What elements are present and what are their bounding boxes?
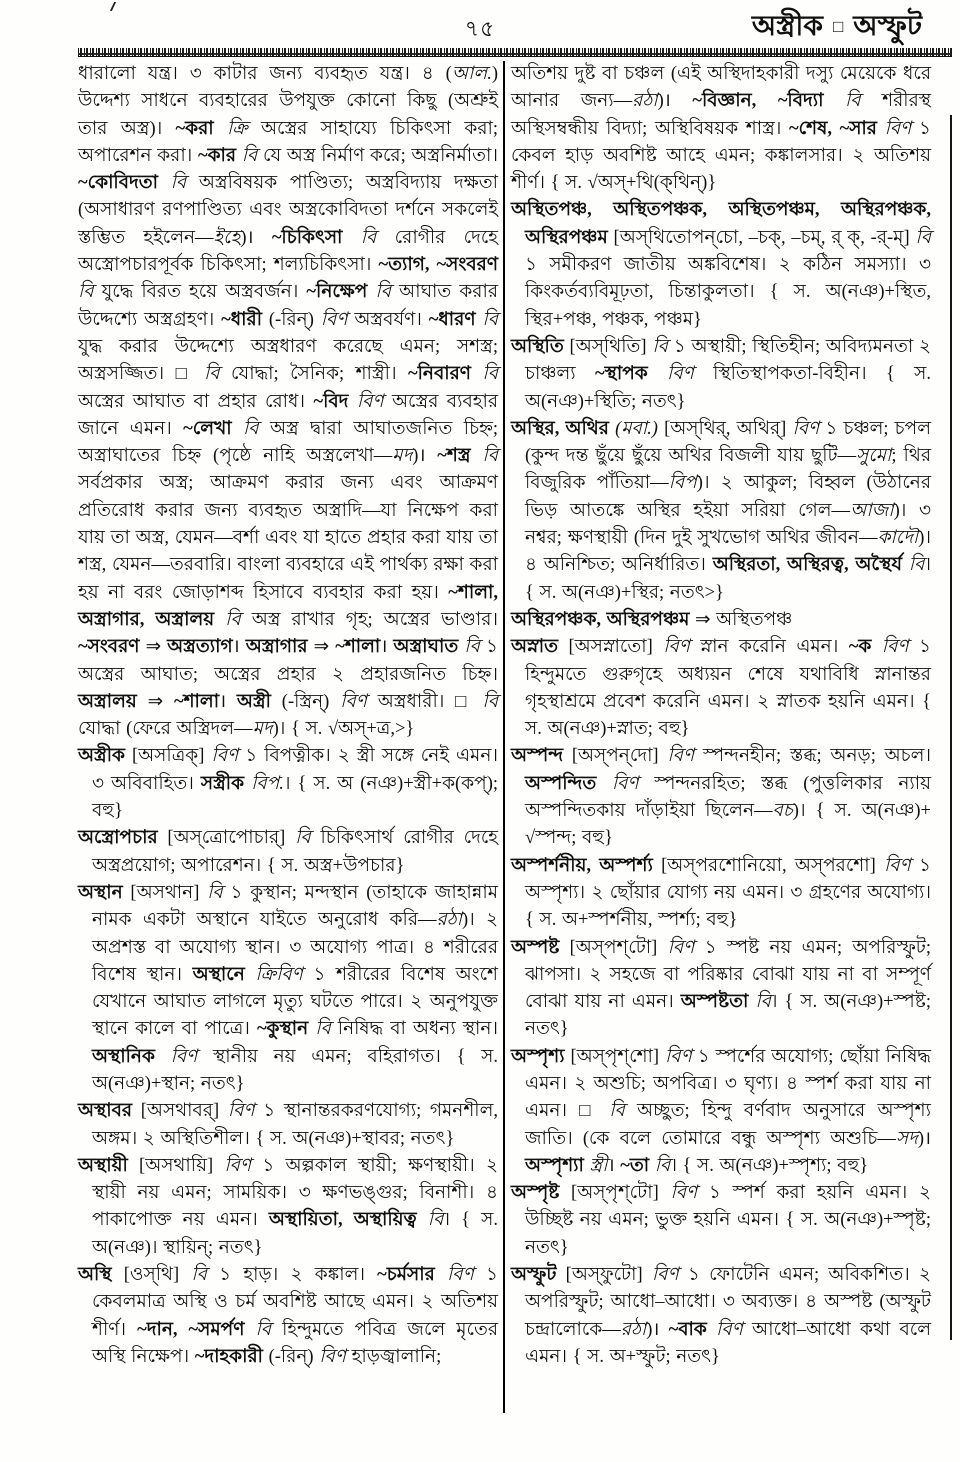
label-segment: সদ [895,1128,918,1149]
headword-segment: অস্পৃষ্ট [511,1183,572,1204]
definition-segment: [অস্‌থিতোপন্‌চো, –চক্, –চম্, র্ ক্, -র্-ম্] [613,227,916,248]
definition-segment: [অস্‌পৃশ্‌টো] [571,1183,671,1204]
label-segment: বি [78,282,94,303]
dictionary-entry [78,1153,498,1262]
page-edge-line [950,115,952,1340]
label-segment: বি [170,173,187,194]
definition-segment: ১ কেবলমাত্র অস্থি ও চর্ম অবশিষ্ট আছে এমন। ২ অতিশয় শীর্ণ। [92,1265,498,1340]
definition-segment: অস্ত্রের সাহায্যে চিকিৎসা করা; অপারেশন করা। [78,118,498,166]
definition-segment: [অসথান] [130,882,208,903]
definition-segment: [অস্‌পন্‌দো] [571,746,668,767]
label-segment: রঠা [620,1319,647,1340]
label-segment: বি [207,882,223,903]
label-segment: বি [652,336,668,357]
label-segment: বিণ [170,1046,198,1067]
definition-segment: আধো–আধো কথা বলে এমন। { স. অ+স্ফুট; নতৎ} [525,1319,931,1367]
label-segment: বিণ [224,1155,252,1176]
label-segment: বি [255,1319,272,1340]
definition-segment: [অস্‌পরশোনিয়ো, অস্‌পরশো] [661,855,884,876]
definition-segment: । [232,637,246,658]
definition-segment: ধারালো যন্ত্র। ৩ কাটার জন্য ব্যবহৃত যন্ত্র। ৪ ( [78,64,452,84]
definition-segment: [অস্‌থির্, অথির্] [664,418,793,439]
dictionary-entry [511,334,931,416]
definition-segment: [অসথায়ি] [139,1155,225,1176]
definition-segment: ⇒ অস্থিতপঞ্চ [695,609,793,630]
label-segment: বি [482,446,498,467]
label-segment: বি [845,91,861,112]
headword-segment: অস্থিতি [511,336,570,357]
definition-segment: অস্ত্রবর্যণ। [347,309,429,330]
label-segment: বি [654,1155,671,1176]
headword-segment: ~চিকিৎসা [271,227,361,248]
label-segment: বিণ [883,855,911,876]
definition-segment: ১ চঞ্চল; চপল (কুন্দ দন্ত ছুঁয়ে ছুঁয়ে অথির বিজলী যায় ছুটি— [525,418,931,467]
definition-segment: ১ অস্থায়ী; স্থিতিহীন; অবিদ্যমনতা ২ চাঞ্চল্য [525,336,932,385]
headword-segment: ~লেখা [183,418,243,439]
label-segment: বিপ [668,473,697,494]
label-segment: বি [315,1019,331,1040]
definition-segment: )। ২ আকুল; বিহ্বল (উঠানের ভিড় আতঙ্কে অস্থির হইয়া সরিয়া গেল— [525,473,931,521]
label-segment: বিণ [340,691,367,712]
headword-segment: অস্পৃশ্য [511,1046,571,1067]
definition-segment: )। { স. √অস্+ত্র,>} [272,719,415,740]
label-segment: বিণ [663,637,690,658]
definition-segment: )। ৩ নশ্বর; ক্ষণস্থায়ী (দিন দুই সুখভোগ অথির জীবন— [525,500,931,549]
label-segment: বি [375,282,391,303]
headword-segment: ~দাহকারী [194,1346,269,1367]
dictionary-entry [78,1262,498,1371]
definition-segment: ১ বিপত্নীক। ২ স্ত্রী সঙ্গে নেই এমন। ৩ অবিবাহিত। [92,746,498,794]
definition-segment: রোগীর দেহে অস্ত্রোপচারপূর্বক চিকিৎসা; শল্যচিকিৎসা। [78,227,498,276]
headword-segment: ~কোবিদতা [78,173,171,194]
label-segment: বিণ [667,746,695,767]
definition-segment: )। [240,227,272,248]
definition-segment: । [607,1155,621,1176]
definition-segment: ⇒ [145,637,168,658]
label-segment: বি [464,637,480,658]
headword-segment: অস্থি [78,1265,124,1286]
definition-segment: অস্ত্র রাখার গৃহ; অস্ত্রের ভাণ্ডার। [240,609,498,630]
label-segment: বিণ [320,309,348,330]
definition-segment: [ওস্‌থি] [123,1265,192,1286]
definition-segment: )। { স. অ(নঞ)+ √স্পন্দ; বহু} [525,801,931,849]
guide-word-left: অস্ত্রীক [751,11,823,42]
label-segment: স্ত্রী [589,1155,608,1176]
headword-segment: ~ধারী [221,309,269,330]
guide-word-right: অস্ফুট [853,11,922,42]
definition-segment: [অসস্নাতো] [568,637,664,658]
label-segment: বি [225,609,241,630]
text-columns [78,61,960,1413]
label-segment: মদ [392,446,413,467]
definition-segment: [অস্‌ফুটো] [565,1265,652,1286]
entry-continuation [511,61,931,197]
square-separator-icon: □ [832,17,844,36]
definition-segment: হিন্দুমতে পবিত্র জলে মৃতের অস্থি নিক্ষেপ। [92,1319,499,1367]
headword-segment: ~ক [848,637,882,658]
headword-segment: ~শস্ত্র [437,446,483,467]
definition-segment: ) উদ্দেশ্য সাধনে ব্যবহারের উপযুক্ত কোনো কিছু (অশ্রুই তার অস্ত্র)। [78,64,498,139]
headword-segment: সস্ত্রীক [200,773,252,794]
headword-segment: অস্থানে [192,964,256,985]
definition-segment: ১ কেবল হাড় অবশিষ্ট আহে এমন; কঙ্কালসার। ২ অতিশয় শীর্ণ। { স. √অস্+থি(ক্‌থিন্)} [511,118,931,194]
headword-segment: অস্থিরতা, অস্থিরত্ব, অস্থৈর্য [712,555,909,576]
headword-segment: অস্পন্দ [511,746,572,767]
label-segment: ক্রি [226,118,248,139]
definition-segment: ; থির বিজুরিক পাঁতিয়া— [525,446,931,494]
label-segment: ইহে [213,227,241,248]
headword-segment: ~শালা, অস্ত্রাগার, অস্ত্রালয় [78,582,498,630]
definition-segment: (-রিন্) [268,1346,320,1367]
headword-segment: ~বিদ [313,391,357,412]
dictionary-entry [511,1262,931,1371]
definition-segment: )। [412,446,438,467]
label-segment: বি [908,555,925,576]
definition-segment: । { স. অ(নঞ)+স্থির; নতৎ>} [525,555,932,603]
label-segment: বি [204,364,220,385]
label-segment: বি [482,691,498,712]
definition-segment: স্পন্দনরহিত; স্তব্ধ (পুত্তলিকার ন্যায় অস্পন্দিতকায় দাঁড়াইয়া ছিলেন— [525,773,932,822]
definition-segment: ১ শরীরের বিশেষ অংশে যেখানে আঘাত লাগলে মৃত্যু ঘটতে পারে। ২ অনুপযুক্ত স্থানে কালে বা পাত্রে। [92,964,498,1040]
definition-segment: ১ অল্পকাল স্থায়ী; ক্ষণস্থায়ী। ২ স্থায়ী নয় এমন; সাময়িক। ৩ ক্ষণভঙ্গুর; বিনাশী। ৪ পাকাপোক্ত নয় এমন। [92,1155,499,1231]
label-segment: বি [482,309,498,330]
label-segment: ক্রিবিণ [255,964,303,985]
label-segment: রঠা [632,91,658,112]
definition-segment: সর্বপ্রকার অস্ত্র; আক্রমণ করার জন্য এবং আক্রমণ প্রতিরোধ করার জন্য ব্যবহৃত অস্ত্রাদি—যা নিক্ষেপ করা যায় তা অস্ত্র, যেমন—বর্শা এবং যা হাতে প্রহার করা যায় তা শস্ত্র, যেমন—তরবারি। বাংলা ব্যবহারে এই পার্থক্য রক্ষা করা হয় না বরং জোড়াশব্দ হিসাবে ব্যবহার করা হয়। [78,473,498,603]
headword-segment: অস্পষ্ট [511,937,570,958]
definition-segment: শরীরস্থ অস্থিসম্বন্ধীয় বিদ্যা; অস্থিবিষয়ক শাস্ত্র। [511,91,931,139]
definition-segment: স্থানীয় নয় এমন; বহিরাগত। { স. অ(নঞ)+স্থান; নতৎ} [92,1046,498,1094]
definition-segment: যে অস্ত্র নির্মাণ করে; অস্ত্রনির্মাতা। [257,145,498,166]
label-segment: বি [191,1265,207,1286]
label-segment: বিণ [881,637,909,658]
label-segment: বিণ [227,1101,255,1122]
label-segment: বিণ [319,1346,346,1367]
dictionary-entry [78,825,498,880]
headword-segment: ~স্থাপক [594,364,668,385]
definition-segment: ⇒ [147,691,174,712]
definition-segment: চিকিৎসার্থ রোগীর দেহে অস্ত্রপ্রয়োগ; অপারেশন। { স. অস্ত্র+উপচার} [92,828,498,876]
label-segment: বি [242,418,259,439]
page-header [0,0,960,46]
headword-segment: অস্থির, অথির [511,418,616,439]
definition-segment: যুদ্ধ করার উদ্দেশ্যে অস্ত্রধারণ করেছে এমন; সশস্ত্র; অস্ত্রসজ্জিত। □ [78,336,498,385]
headword-segment: ~দান, ~সমর্পণ [137,1319,256,1340]
headword-segment: অস্পর্শনীয়, অস্পর্শ্য [511,855,662,876]
headword-segment: অস্ত্রালয় [78,691,148,712]
definition-segment: অস্ত্রের আঘাত বা প্রহার রোধ। [78,391,314,412]
headword-segment: ~তা [620,1155,655,1176]
definition-segment: ১ স্থানান্তরকরণযোগ্য; গমনশীল, অঙ্গম। ২ অস্থিতিশীল। { স. অ(নঞ)+স্থাবর; নতৎ} [92,1101,498,1149]
label-segment: রঠা [436,910,462,931]
label-segment: মদ [252,719,273,740]
label-segment: বিণ [884,118,912,139]
headword-segment: ~ত্যাগ, ~সংবরণ [378,255,499,276]
page-number: ৭৫ [464,16,496,41]
definition-segment: )। ২ অপ্রশস্ত বা অযোগ্য স্থান। ৩ অযোগ্য পাত্র। ৪ শরীরের বিশেষ স্থান। [92,910,498,985]
label-segment: বি [609,1101,625,1122]
label-segment: বি [427,1210,444,1231]
label-segment: বি [360,227,377,248]
headword-segment: অস্থায়ী [78,1155,140,1176]
label-segment: বিণ [792,418,820,439]
definition-segment: ⇒ [313,637,336,658]
dictionary-entry [511,634,931,743]
definition-segment: আঘাত করার উদ্দেশ্যে অস্ত্রগ্রহণ। [78,282,498,330]
label-segment: কাদৌ [877,528,919,549]
label-segment: বি [755,992,771,1013]
headword-segment: অস্থান [78,882,131,903]
definition-segment: যুদ্ধে বিরত হয়ে অস্ত্রবর্জন। [93,282,307,303]
definition-segment: ১ অস্ত্রের আঘাত; অস্ত্রের প্রহার ২ প্রহারজনিত চিহ্ন। [78,637,498,685]
definition-segment: [অস্‌ত্রোপোচার্] [167,828,296,849]
dictionary-entry [511,935,931,1044]
dictionary-entry [511,1044,931,1180]
definition-segment: (-স্ত্রিন্) [281,691,341,712]
headword-segment: ~নিক্ষেপ [306,282,376,303]
definition-segment: ১ স্পর্শ করা হয়নি এমন। ২ উচ্ছিষ্ট নয় এমন; ভুক্ত হয়নি এমন। { স. অ(নঞ)+স্পৃষ্ট; নতৎ} [525,1183,932,1258]
headword-segment: অস্ফুট [511,1265,566,1286]
headword-segment: অস্ত্রোপচার [78,828,168,849]
headword-segment: অস্থাবর [78,1101,141,1122]
definition-segment: )। [657,91,693,112]
label-segment: বিণ [716,1319,743,1340]
dictionary-entry [511,197,931,333]
label-segment: বিণ [651,1265,679,1286]
definition-segment: ১ অস্পৃশ্য। ২ ছোঁয়ার যোগ্য নয় এমন। ৩ গ্রহণের অযোগ্য। { স. অ+স্পর্শনীয়, স্পর্শ্য; বহু} [525,855,931,931]
definition-segment: । { স. অ (নঞ)+স্ত্রী+ক(কপ্); বহু} [92,773,499,822]
headword-segment: ~বিজ্ঞান, ~বিদ্যা [692,91,846,112]
right-column [511,61,931,1413]
headword-segment: অস্পৃশ্যা [525,1155,590,1176]
definition-segment: ১ সমীকরণ জাতীয় অঙ্কবিশেষ। ২ কঠিন সমস্যা। ৩ কিংকর্তব্যবিমূঢ়তা, চিন্তাকুলতা। { স. অ(নঞ)+স্থিত, স্থির+পঞ্চ, পঞ্চক, পঞ্চম} [525,255,931,330]
headword-segment: অস্ত্রাঘাত [393,637,465,658]
headword-segment: অস্থিতপঞ্চ, অস্থিতপঞ্চক, অস্থিতপঞ্চম, অস্থিরপঞ্চক, অস্থিরপঞ্চম [511,200,931,248]
definition-segment: ১ কুস্থান; মন্দস্থান (তাহাকে জাহান্নাম নামক একটা অস্থানে যাইতে অনুরোধ করি— [92,882,498,931]
label-segment: সুমো [856,446,892,467]
definition-segment: )। [646,1319,669,1340]
label-segment: বি [241,145,258,166]
headword-segment: ~নিবারণ [408,364,483,385]
headword-segment: ~শালা [335,637,381,658]
definition-segment: [অস্‌থিতি] [569,336,653,357]
label-segment: বিণ [447,1265,474,1286]
definition-segment: । { স. অ(নঞ)+স্পষ্ট; নতৎ} [525,992,931,1040]
label-segment: বিণ [667,364,694,385]
definition-segment: যোদ্ধা (ফেরে অস্ত্রিদল— [78,719,253,740]
label-segment: বিপ. [251,773,284,794]
definition-segment: অস্ত্রধারী। □ [366,691,483,712]
left-column [78,61,498,1413]
definition-segment: [অস্‌পশ্‌টো] [569,937,668,958]
definition-segment: অচ্ছুত; হিন্দু বর্ণবাদ অনুসারে অস্পৃশ্য জাতি। (কে বলে তোমারে বন্ধু অস্পৃশ্য অশুচি— [525,1101,931,1149]
dictionary-entry [511,416,931,607]
headword-segment: অস্ত্রী [236,691,282,712]
column-divider [503,61,505,1413]
headword-segment: অস্পন্দিত [525,773,612,794]
definition-segment: হাড়জ্বালানি; [345,1346,442,1367]
headword-segment: অস্ত্রীক [78,746,132,767]
definition-segment: অস্ত্র দ্বারা আঘাতজনিত চিহ্ন; অস্ত্রাঘাতের চিহ্ন (পৃষ্ঠে নাহি অস্ত্রলেখা— [78,418,498,467]
dictionary-entry [78,880,498,1098]
definition-segment: ১ হিন্দুমতে গুরুগৃহে অধ্যয়ন শেষে যথাবিধি স্নানান্তর গৃহস্থাশ্রমে প্রবেশ করেনি এমন। ২ স্নাতক হয়নি এমন। { স. অ(নঞ)+স্নাত; বহু} [525,637,932,740]
label-segment: বিণ [670,1183,698,1204]
dictionary-entry [511,743,931,852]
headword-segment: ~শালা [173,691,220,712]
definition-segment: (-রিন্) [268,309,321,330]
definition-segment: । { স. অ(নঞ)। স্থায়িন্; নতৎ} [92,1210,498,1258]
definition-segment: স্থিতিস্থাপকতা-বিহীন। { স. অ(নঞ)+স্থিতি; নতৎ} [525,364,931,412]
label-segment: আল. [451,64,492,84]
headword-segment: ~বাক [668,1319,717,1340]
label-segment: (মবা.) [615,418,665,439]
label-segment: বি [915,227,932,248]
definition-segment: নিষিদ্ধ বা অধন্য স্থান। [330,1019,499,1040]
headword-segment: ~ধারণ [428,309,483,330]
label-segment: আজা [850,500,894,521]
definition-segment: )। ৪ অনিশ্চিত; অনির্ধারিত। [525,528,931,576]
definition-segment: [অসথাবর্] [140,1101,228,1122]
definition-segment: অস্ত্রবিষয়ক পাণ্ডিত্য; অস্ত্রবিদ্যায় দক্ষতা (অসাধারণ রণপাণ্ডিত্য এবং অস্ত্রকোবিদতা দর্শনে সকলেই স্তম্ভিত হইলেন— [78,173,498,248]
dictionary-entry [511,853,931,935]
definition-segment: স্পন্দনহীন; স্তব্ধ; অনড়; অচল। [694,746,931,767]
headword-segment: ~সংবরণ [78,637,146,658]
definition-segment: ১ স্পষ্ট নয় এমন; অপরিস্ফুট; ঝাপসা। ২ সহজে বা পরিষ্কার বোঝা যায় না বা সম্পূর্ণ বোঝা যায় না এমন। [525,937,931,1013]
label-segment: বিণ [667,937,695,958]
definition-segment: অস্ত্রের ব্যবহার জানে এমন। [78,391,499,439]
definition-segment: ১ ফোটেনি এমন; অবিকশিত। ২ অপরিস্ফুট; আধো–আধো। ৩ অব্যক্ত। ৪ অস্পষ্ট (অস্ফুট চন্দ্রালোকে— [525,1265,931,1340]
label-segment: বিণ [211,746,239,767]
definition-segment: । { স. অ(নঞ)+স্পৃশ্য; বহু} [670,1155,869,1176]
headword-segment: অস্থিরপঞ্চক, অস্থিরপঞ্চম [511,609,696,630]
definition-segment: ১ হাড়। ২ কঙ্কাল। [206,1265,378,1286]
label-segment: বি [482,364,499,385]
dictionary-entry [511,1180,931,1262]
label-segment: বি [295,828,311,849]
definition-segment: [অস্‌পৃশ্‌শো] [570,1046,665,1067]
headword-segment: অস্ত্রাগার [245,637,314,658]
headword-segment: ~চর্মসার [377,1265,448,1286]
definition-segment: অতিশয় দুষ্ট বা চঞ্চল (এই অস্থিদাহকারী দস্যু মেয়েকে ধরে আনার জন্য— [511,64,931,112]
headword-segment: ~করা [175,118,227,139]
definition-segment: । [219,691,237,712]
entry-continuation [78,61,498,743]
definition-segment: যোদ্ধা; সৈনিক; শাস্ত্রী। [219,364,408,385]
label-segment: বচ [772,801,793,822]
headword-segment: অস্পষ্টতা [680,992,756,1013]
dictionary-entry [78,1098,498,1153]
label-segment: বিণ [611,773,639,794]
label-segment: বিণ [665,1046,692,1067]
definition-segment: স্নান করেনি এমন। [689,637,849,658]
headword-segment: ~কার [197,145,242,166]
headword-segment: অস্নাত [511,637,569,658]
headword-segment: অস্থায়িতা, অস্থায়িত্ব [268,1210,428,1231]
definition-segment: )। [917,1128,931,1149]
guide-words [752,4,922,51]
definition-segment: [অসত্রিক্] [132,746,212,767]
definition-segment: । [380,637,394,658]
definition-segment: ১ স্পর্শের অযোগ্য; ছোঁয়া নিষিদ্ধ এমন। ২ অশুচি; অপবিত্র। ৩ ঘৃণ্য। ৪ স্পর্শ করা যায় না এমন। □ [525,1046,931,1122]
label-segment: বিণ [356,391,384,412]
headword-segment: ~শেষ, ~সার [789,118,885,139]
headword-segment: ~কুস্থান [256,1019,316,1040]
dictionary-entry [78,743,498,825]
dictionary-entry [511,607,931,634]
headword-segment: অস্থানিক [92,1046,171,1067]
headword-segment: অস্ত্রত্যাগ [167,637,233,658]
